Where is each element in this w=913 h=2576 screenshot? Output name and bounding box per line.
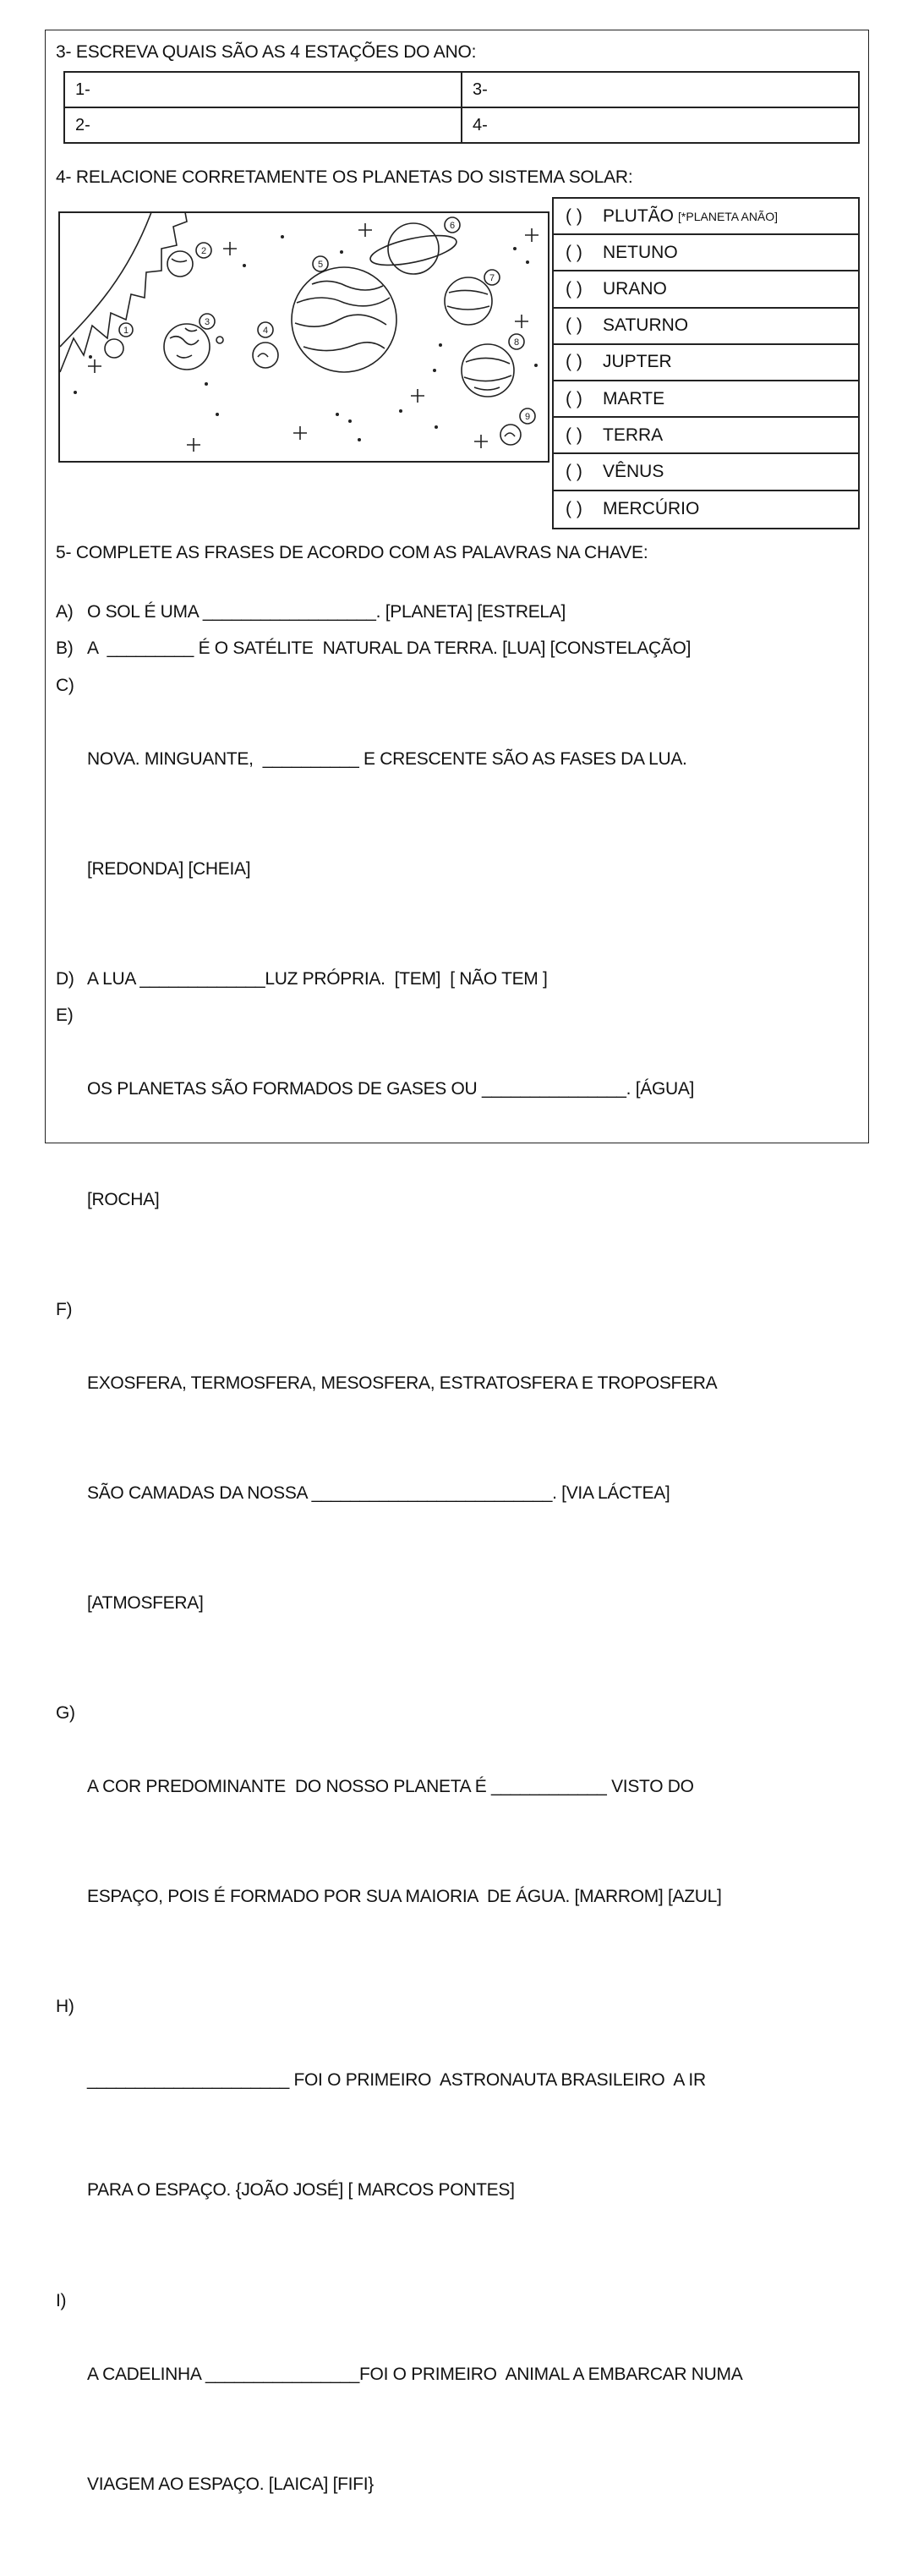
answer-paren[interactable]: ( ) bbox=[566, 278, 582, 299]
planet-number-1: 1 bbox=[123, 326, 129, 336]
sentence-a[interactable] bbox=[56, 594, 850, 630]
sentence-line: _____________________ FOI O PRIMEIRO ASTRONAUTA BRASILEIRO A IR bbox=[87, 2070, 706, 2091]
answer-paren[interactable]: ( ) bbox=[566, 315, 582, 336]
answer-paren[interactable]: ( ) bbox=[566, 388, 582, 408]
planet-number-8: 8 bbox=[513, 337, 520, 348]
sentence-list bbox=[56, 594, 850, 2576]
sentence-line: A LUA _____________LUZ PRÓPRIA. [TEM] [ NÃO TEM ] bbox=[87, 969, 548, 989]
sentence-d[interactable] bbox=[56, 961, 850, 997]
answer-paren[interactable]: ( ) bbox=[566, 499, 582, 519]
planet-row-mercurio[interactable] bbox=[554, 491, 858, 528]
item-letter: C) bbox=[56, 675, 74, 695]
planet-list bbox=[552, 197, 860, 529]
planet-row-venus[interactable] bbox=[554, 454, 858, 491]
sentence-line: [REDONDA] [CHEIA] bbox=[87, 858, 251, 879]
item-letter: I) bbox=[56, 2290, 67, 2310]
planet-label: VÊNUS bbox=[603, 461, 664, 481]
sentence-line: [ATMOSFERA] bbox=[87, 1592, 204, 1613]
solar-system-drawing bbox=[58, 211, 549, 464]
planet-row-jupter[interactable] bbox=[554, 345, 858, 381]
sentence-line: O SOL É UMA __________________. [PLANETA] [ESTRELA] bbox=[87, 602, 566, 622]
answer-paren[interactable]: ( ) bbox=[566, 352, 582, 372]
answer-paren[interactable]: ( ) bbox=[566, 206, 582, 226]
planet-label: PLUTÃO bbox=[603, 206, 675, 226]
sentence-b[interactable] bbox=[56, 630, 850, 666]
season-cell-3[interactable]: 3- bbox=[462, 72, 859, 107]
sentence-e[interactable] bbox=[56, 997, 850, 1291]
planet-label: NETUNO bbox=[603, 242, 678, 262]
item-letter: A) bbox=[56, 602, 74, 622]
sentence-c[interactable] bbox=[56, 667, 850, 961]
planet-row-netuno[interactable] bbox=[554, 235, 858, 271]
planet-number-7: 7 bbox=[489, 273, 495, 283]
planet-row-pluto[interactable] bbox=[554, 199, 858, 235]
sentence-i[interactable] bbox=[56, 2283, 850, 2576]
item-letter: D) bbox=[56, 969, 74, 989]
sentence-line: SÃO CAMADAS DA NOSSA _________________________. [VIA LÁCTEA] bbox=[87, 1483, 670, 1503]
planet-number-5: 5 bbox=[317, 260, 324, 270]
season-cell-4[interactable]: 4- bbox=[462, 107, 859, 143]
sentence-line: ESPAÇO, POIS É FORMADO POR SUA MAIORIA DE ÁGUA. [MARROM] [AZUL] bbox=[87, 1887, 722, 1907]
sentence-line: NOVA. MINGUANTE, __________ E CRESCENTE SÃO AS FASES DA LUA. bbox=[87, 748, 687, 769]
answer-paren[interactable]: ( ) bbox=[566, 461, 582, 481]
sentence-g[interactable] bbox=[56, 1695, 850, 1988]
planet-label: JUPTER bbox=[603, 352, 672, 372]
sentence-line: A CADELINHA ________________FOI O PRIMEIRO ANIMAL A EMBARCAR NUMA bbox=[87, 2364, 743, 2384]
item-letter: F) bbox=[56, 1299, 73, 1319]
planet-row-saturno[interactable] bbox=[554, 309, 858, 345]
sentence-f[interactable] bbox=[56, 1291, 850, 1695]
planet-number-2: 2 bbox=[200, 246, 207, 256]
question-4-title: 4- RELACIONE CORRETAMENTE OS PLANETAS DO SISTEMA SOLAR: bbox=[56, 167, 633, 187]
sentence-h[interactable] bbox=[56, 1988, 850, 2282]
seasons-table bbox=[63, 71, 860, 144]
sentence-line: EXOSFERA, TERMOSFERA, MESOSFERA, ESTRATOSFERA E TROPOSFERA bbox=[87, 1373, 718, 1393]
season-cell-2[interactable]: 2- bbox=[64, 107, 462, 143]
planet-number-9: 9 bbox=[524, 412, 531, 422]
planet-row-terra[interactable] bbox=[554, 418, 858, 454]
answer-paren[interactable]: ( ) bbox=[566, 242, 582, 262]
planet-row-marte[interactable] bbox=[554, 381, 858, 418]
item-letter: G) bbox=[56, 1703, 75, 1724]
planet-number-6: 6 bbox=[449, 221, 456, 231]
planet-label: URANO bbox=[603, 278, 667, 299]
sentence-line: VIAGEM AO ESPAÇO. [LAICA] [FIFI} bbox=[87, 2474, 374, 2494]
item-letter: E) bbox=[56, 1006, 74, 1026]
question-5-title: 5- COMPLETE AS FRASES DE ACORDO COM AS PALAVRAS NA CHAVE: bbox=[56, 543, 648, 562]
planet-label: TERRA bbox=[603, 425, 664, 445]
item-letter: B) bbox=[56, 639, 74, 659]
dwarf-planet-note: [*PLANETA ANÃO] bbox=[678, 209, 779, 223]
item-letter: H) bbox=[56, 1997, 74, 2017]
planet-label: MARTE bbox=[603, 388, 665, 408]
sentence-line: A COR PREDOMINANTE DO NOSSO PLANETA É ____________ VISTO DO bbox=[87, 1777, 694, 1796]
planet-number-3: 3 bbox=[204, 317, 210, 327]
sentence-line: A _________ É O SATÉLITE NATURAL DA TERRA. [LUA] [CONSTELAÇÃO] bbox=[87, 639, 692, 659]
sentence-line: [ROCHA] bbox=[87, 1189, 160, 1209]
season-cell-1[interactable]: 1- bbox=[64, 72, 462, 107]
planet-row-urano[interactable] bbox=[554, 271, 858, 308]
planet-number-4: 4 bbox=[262, 326, 269, 336]
planet-label: MERCÚRIO bbox=[603, 499, 700, 519]
sentence-line: OS PLANETAS SÃO FORMADOS DE GASES OU _______________. [ÁGUA] bbox=[87, 1079, 695, 1099]
answer-paren[interactable]: ( ) bbox=[566, 425, 582, 445]
planet-label: SATURNO bbox=[603, 315, 689, 336]
question-3-title: 3- ESCREVA QUAIS SÃO AS 4 ESTAÇÕES DO ANO: bbox=[56, 42, 477, 62]
sentence-line: PARA O ESPAÇO. {JOÃO JOSÉ] [ MARCOS PONTES] bbox=[87, 2180, 515, 2201]
